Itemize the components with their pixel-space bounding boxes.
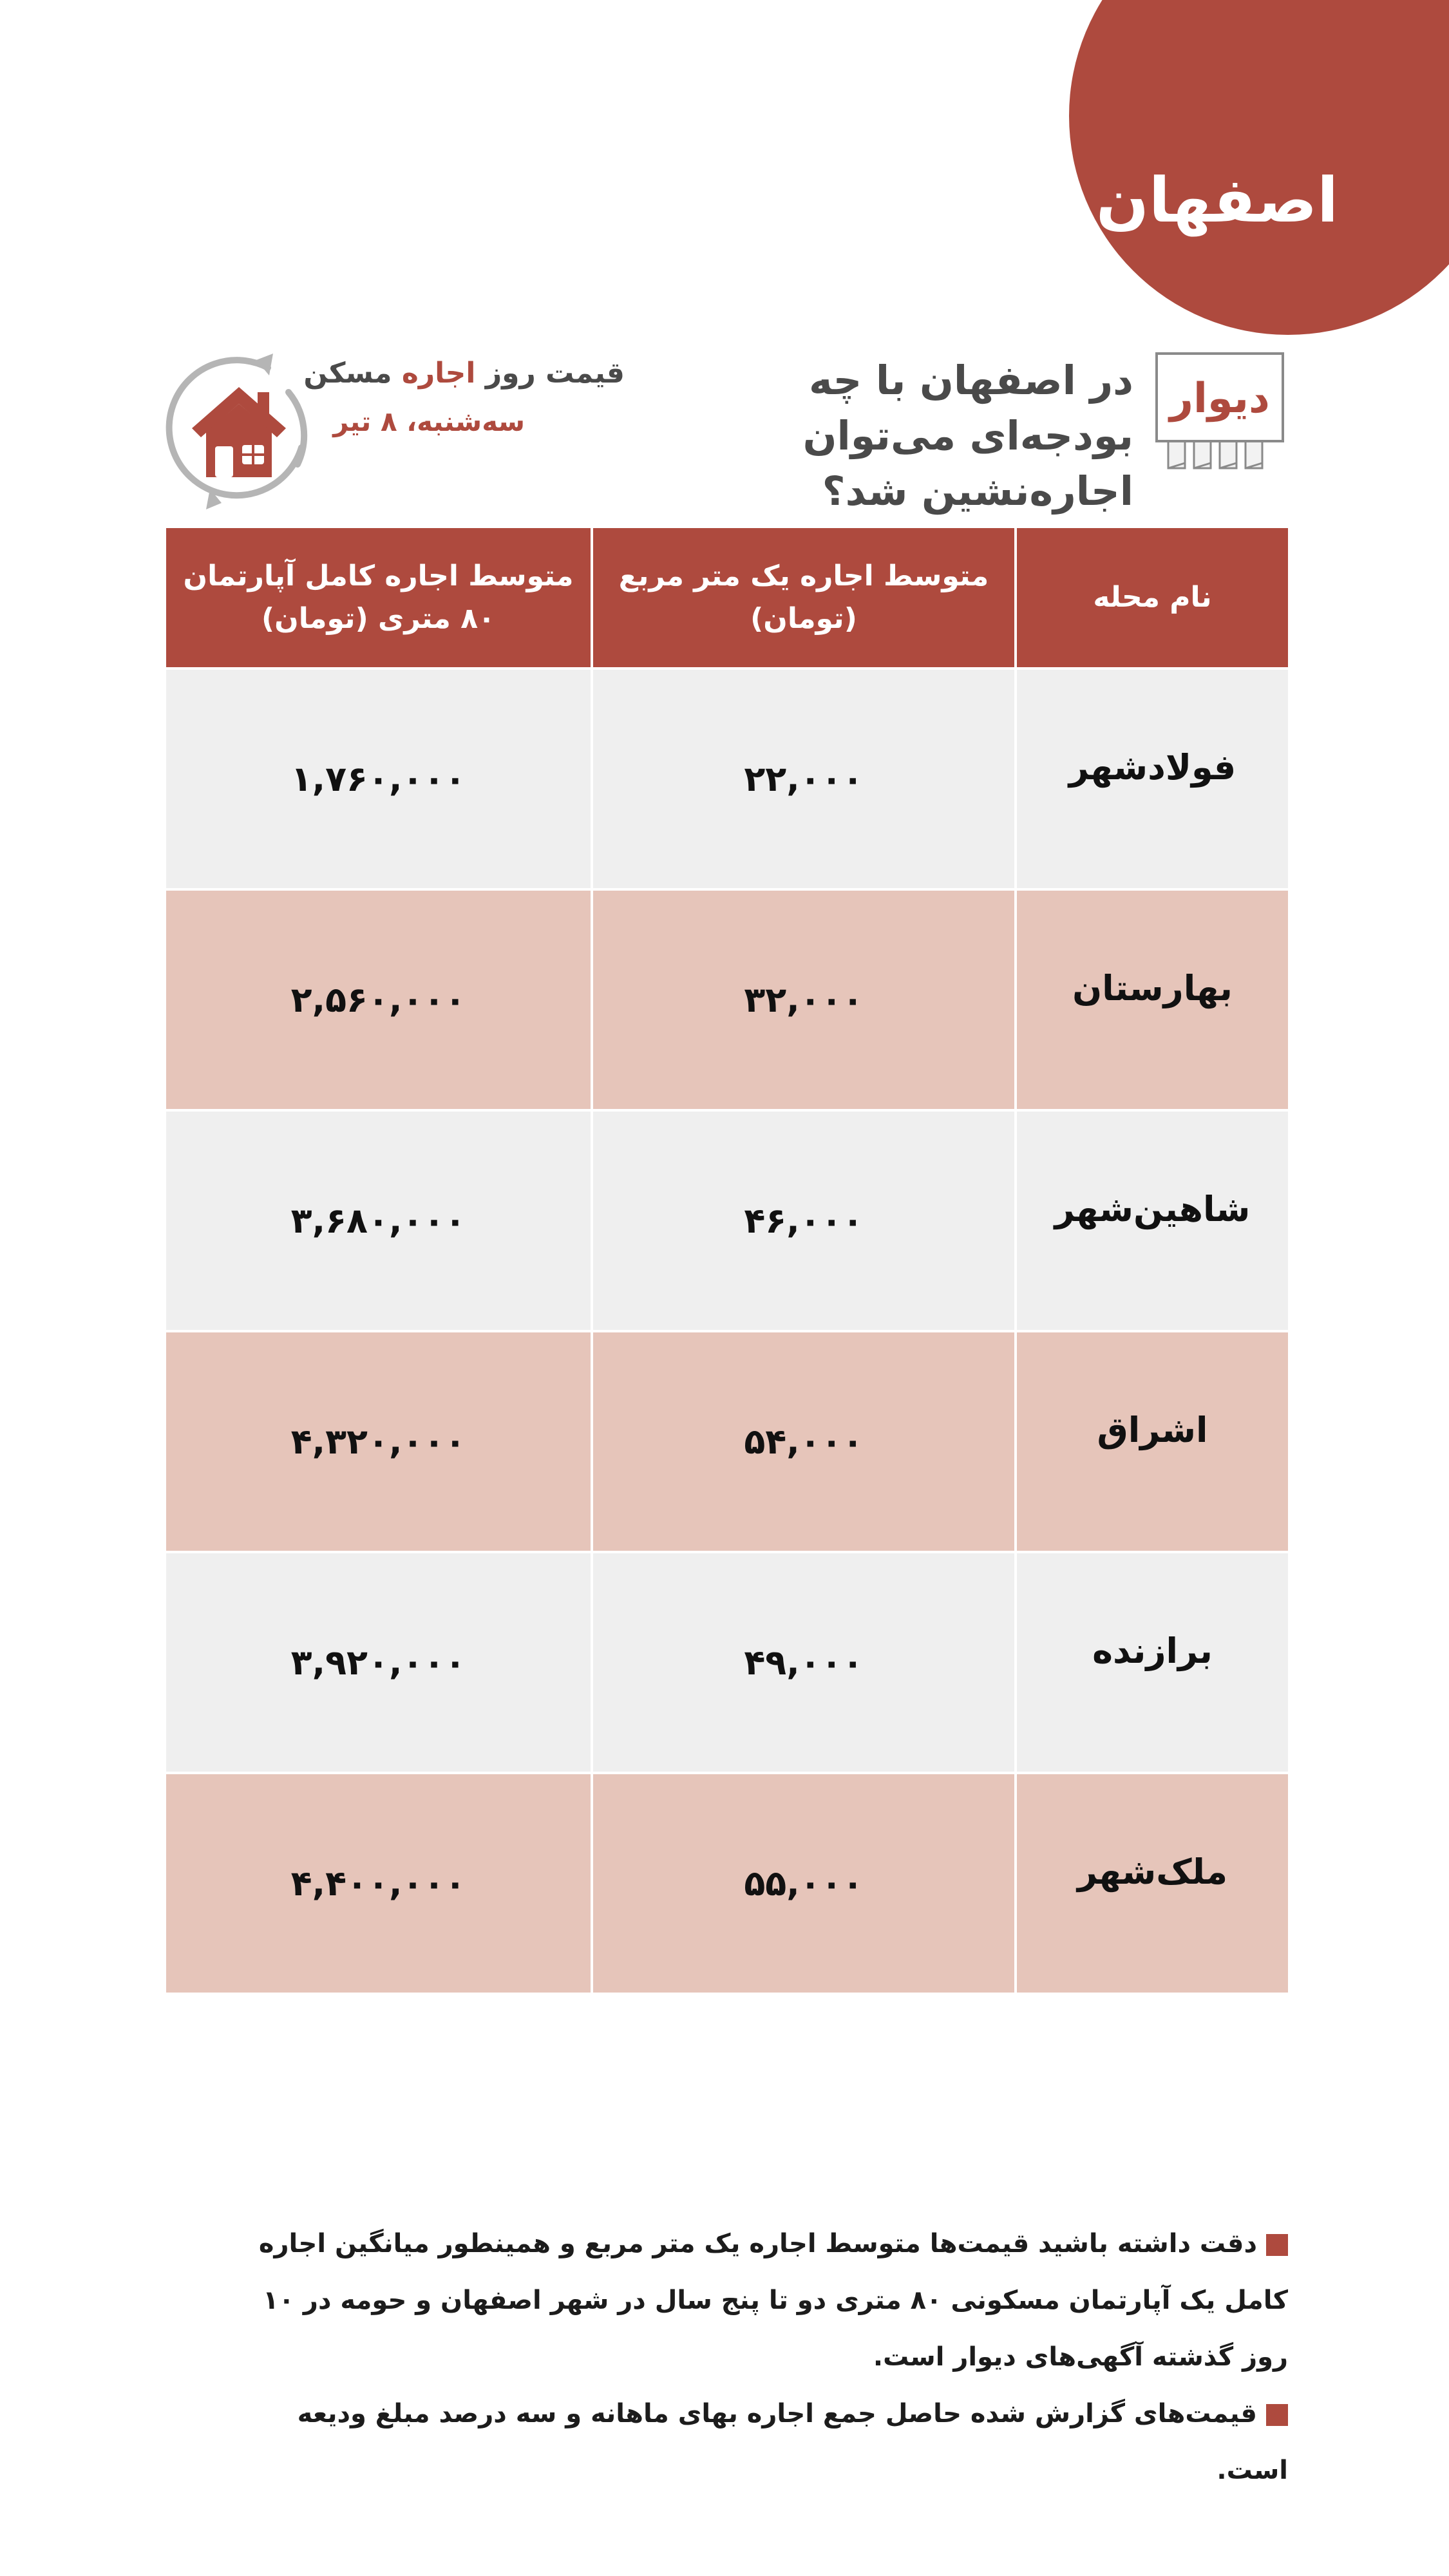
bullet-square-icon bbox=[1266, 2234, 1288, 2256]
rent-table bbox=[166, 528, 1288, 1995]
title-line-3: اجاره‌نشین شد؟ bbox=[822, 468, 1133, 515]
neighborhood-name: بهارستان bbox=[1014, 891, 1288, 1112]
rent-full: ۳,۶۸۰,۰۰۰ bbox=[166, 1112, 591, 1332]
neighborhood-name: فولادشهر bbox=[1014, 670, 1288, 891]
rent-full: ۲,۵۶۰,۰۰۰ bbox=[166, 891, 591, 1112]
rent-full: ۱,۷۶۰,۰۰۰ bbox=[166, 670, 591, 891]
table-row bbox=[166, 891, 1288, 1112]
caption-suffix: مسکن bbox=[303, 357, 392, 390]
report-date: سه‌شنبه، ۸ تیر bbox=[333, 406, 525, 437]
rent-full: ۴,۴۰۰,۰۰۰ bbox=[166, 1774, 591, 1995]
caption-accent: اجاره bbox=[401, 357, 476, 390]
table-header-row bbox=[166, 528, 1288, 670]
neighborhood-name: اشراق bbox=[1014, 1332, 1288, 1553]
house-icon bbox=[160, 351, 318, 518]
divar-logo-text: دیوار bbox=[1170, 375, 1270, 422]
rent-per-sqm: ۲۲,۰۰۰ bbox=[591, 670, 1014, 891]
bullet-square-icon bbox=[1266, 2404, 1288, 2426]
rent-per-sqm: ۵۵,۰۰۰ bbox=[591, 1774, 1014, 1995]
rent-per-sqm: ۴۶,۰۰۰ bbox=[591, 1112, 1014, 1332]
footnote bbox=[219, 2385, 1288, 2499]
table-row bbox=[166, 1112, 1288, 1332]
header-rent-full-apartment: متوسط اجاره کامل آپارتمان ۸۰ متری (تومان) bbox=[166, 528, 591, 670]
title-line-1: در اصفهان با چه bbox=[808, 357, 1133, 404]
neighborhood-name: شاهین‌شهر bbox=[1014, 1112, 1288, 1332]
rent-per-sqm: ۴۹,۰۰۰ bbox=[591, 1553, 1014, 1774]
price-caption bbox=[303, 355, 625, 392]
neighborhood-name: برازنده bbox=[1014, 1553, 1288, 1774]
footnote-text: قیمت‌های گزارش شده حاصل جمع اجاره بهای ماهانه و سه درصد مبلغ ودیعه است. bbox=[297, 2399, 1288, 2485]
header-rent-per-sqm: متوسط اجاره یک متر مربع (تومان) bbox=[591, 528, 1014, 670]
rent-per-sqm: ۳۲,۰۰۰ bbox=[591, 891, 1014, 1112]
header-neighborhood: نام محله bbox=[1014, 528, 1288, 670]
footnotes bbox=[219, 2215, 1288, 2499]
divar-logo-icon bbox=[1154, 351, 1289, 473]
table-row bbox=[166, 1774, 1288, 1995]
table-row bbox=[166, 1332, 1288, 1553]
caption-prefix: قیمت روز bbox=[485, 357, 625, 390]
neighborhood-name: ملک‌شهر bbox=[1014, 1774, 1288, 1995]
rent-full: ۳,۹۲۰,۰۰۰ bbox=[166, 1553, 591, 1774]
table-row bbox=[166, 670, 1288, 891]
rent-full: ۴,۳۲۰,۰۰۰ bbox=[166, 1332, 591, 1553]
rent-per-sqm: ۵۴,۰۰۰ bbox=[591, 1332, 1014, 1553]
table-row bbox=[166, 1553, 1288, 1774]
footnote bbox=[219, 2215, 1288, 2385]
footnote-text: دقت داشته باشید قیمت‌ها متوسط اجاره یک متر مربع و همینطور میانگین اجاره کامل یک آپارتمان مسکونی ۸۰ متری دو تا پنج سال در شهر اصفهان و حومه در ۱۰ روز گذشته آگهی‌های دیوار است. bbox=[258, 2229, 1288, 2372]
page-title bbox=[773, 353, 1133, 519]
title-line-2: بودجه‌ای می‌توان bbox=[802, 412, 1133, 459]
city-name: اصفهان bbox=[1095, 164, 1339, 236]
